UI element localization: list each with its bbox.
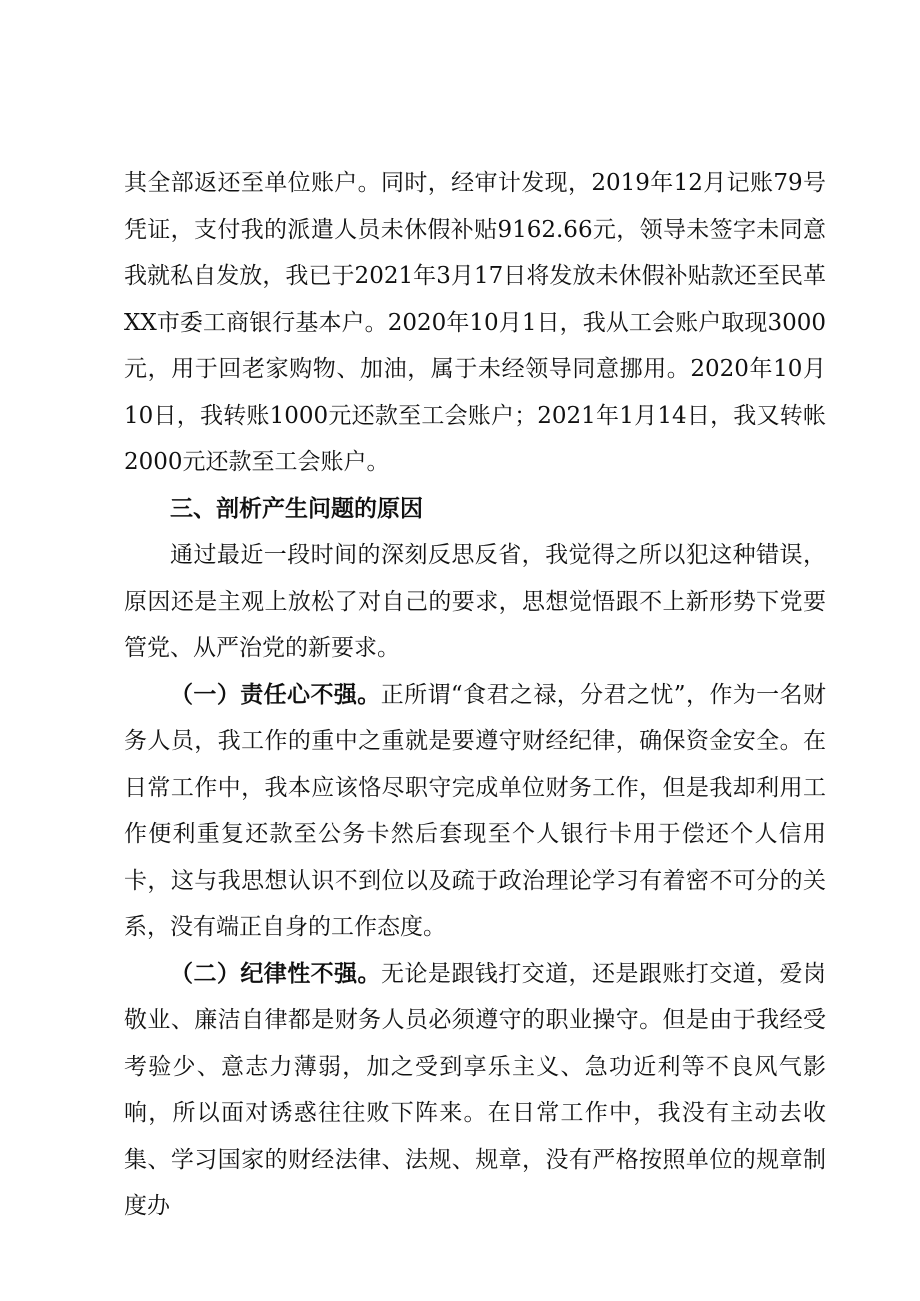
paragraph-continuation: 其全部返还至单位账户。同时，经审计发现，2019年12月记账79号凭证，支付我的派遣人员未休假补贴9162.66元，领导未签字未同意我就私自发放，我已于2021年3月17日将发放未休假补贴款还至民革XX市委工商银行基本户。2020年10月1日，我从工会账户取现3000元，用于回老家购物、加油，属于未经领导同意挪用。2020年10月10日，我转账1000元还款至工会账户；2021年1月14日，我又转帐2000元还款至工会账户。: [124, 170, 826, 475]
subsection-title: （一）责任心不强。: [170, 680, 381, 708]
subsection-text: 无论是跟钱打交道，还是跟账打交道，爱岗敬业、廉洁自律都是财务人员必须遵守的职业操守。但是由于我经受考验少、意志力薄弱，加之受到享乐主义、急功近利等不良风气影响，所以面对诱惑往往败下阵来。在日常工作中，我没有主动去收集、学习国家的财经法律、法规、规章，没有严格按照单位的规章制度办: [124, 960, 826, 1219]
section-heading: 三、剖析产生问题的原因: [170, 494, 423, 522]
subsection-responsibility: [124, 672, 826, 951]
subsection-discipline: [124, 951, 826, 1230]
paragraph-intro: 通过最近一段时间的深刻反思反省，我觉得之所以犯这种错误，原因还是主观上放松了对自己的要求，思想觉悟跟不上新形势下党要管党、从严治党的新要求。: [124, 542, 826, 661]
subsection-title: （二）纪律性不强。: [170, 959, 381, 987]
subsection-text: 正所谓“食君之禄，分君之忧”，作为一名财务人员，我工作的重中之重就是要遵守财经纪律，确保资金安全。在日常工作中，我本应该恪尽职守完成单位财务工作，但是我却利用工作便利重复还款至公务卡然后套现至个人银行卡用于偿还个人信用卡，这与我思想认识不到位以及疏于政治理论学习有着密不可分的关系，没有端正自身的工作态度。: [124, 681, 826, 940]
